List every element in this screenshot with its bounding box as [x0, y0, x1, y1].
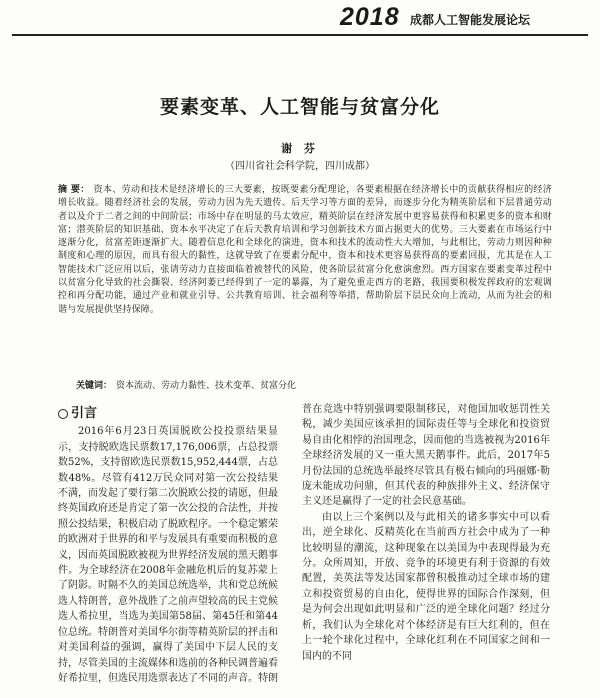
paper-author: 谢 芬 — [281, 142, 319, 155]
right-paragraph-1: 普在竞选中特别强调要限制移民，对他国加收惩罚性关税，减少美国应该承担的国际责任等与全球化和投资贸易自由化相悖的治国理念，因而他的当选被视为2016年全球经济发展的又一重大黑天鹅事件。此后，2017年5月份法国的总统选举最终尽管具有极右倾向的玛丽娜·勒庞未能成功问鼎，但其代表的种族排外主义、经济保守主义还是赢得了一定的社会民意基础。 — [302, 404, 550, 508]
keywords-text: 资本流动、劳动力黏性、技术变革、贫富分化 — [116, 381, 297, 391]
section-heading — [58, 406, 278, 421]
header-conference: 成都人工智能发展论坛 — [410, 13, 531, 27]
section-heading-text: 引言 — [71, 406, 98, 421]
paper-affiliation: （四川省社会科学院，四川成都） — [225, 161, 375, 172]
abstract — [58, 184, 552, 317]
right-paragraph-2: 由以上三个案例以及与此相关的诸多事实中可以看出，逆全球化、反精英化在当前西方社会中成为了一种比较明显的潮流，这种现象在以美国为中表现得最为充分。众所周知，开放、竞争的环境更有利于资源的有效配置，美英法等发达国家都曾积极推动过全球市场的建立和投资贸易的自由化，使得世界的国际合作深刻，但是为何会出现如此明显和广泛的逆全球化问题？经过分析，我们认为全球化对个体经济是有巨大红利的，但在上一轮个球化过程中，全球化红利在不同国家之间和一国内的不同 — [302, 511, 550, 662]
paper-title: 要素变革、人工智能与贫富分化 — [159, 96, 440, 118]
circle-bullet-icon — [58, 409, 68, 419]
keywords-label: 关键词： — [76, 381, 113, 391]
right-column — [302, 402, 550, 664]
abstract-label: 摘 要： — [58, 185, 90, 195]
left-paragraph: 2016年6月23日英国脱欧公投投票结果显示，支持脱欧选民票数17,176,006票，占总投票数52%，支持留欧选民票数15,952,444票，占总数48%。尽管有412万民众同对第一次公投结果不满，而发起了要行第二次脱欧公投的请愿，但最终英国政府还是肯定了第一次公投的合法性，并按照公投结果，积极启动了脱欧程序。一个稳定繁荣的欧洲对于世界的和平与发展具有重要而积极的意义，因而英国脱欧被视为世界经济发展的黑天鹅事件。为全球经济在2008年金融危机后的复苏蒙上了阴影。时隔不久的美国总统选举，共和党总统候选人特朗普，意外战胜了之前声望较高的民主党候选人希拉里，当选为美国第58届、第45任和第44位总统。特朗普对美国华尔街等精英阶层的抨击和对美国利益的强调，赢得了美国中下层人民的支持，尽管美国的主流媒体和选前的各种民调普遍看好希拉里，但选民用选票表达了不同的声音。特朗 — [58, 426, 278, 684]
running-header — [0, 0, 600, 38]
abstract-text: 资本、劳动和技术是经济增长的三大要素，按既要素分配理论，各要素根据在经济增长中的贡献获得相应的经济增长收益。随着经济社会的发展，劳动力因为先天遗传、后天学习等方面的差异，而逐步分化为精英阶层和下层普通劳动者以及介于二者之间的中间阶层；市场中存在明显的马太效应，精英阶层在经济发展中更容易获得和积累更多的资本和财富；潜英阶层的知识基础、资本水平决定了在后天教育培训和学习创新技术方面占据更大的优势。三大要素在市场运行中逐渐分化，贫富差距逐渐扩大。随着信息化和全球化的演进，资本和技术的流动性大大增加，与此相比，劳动力则因种种制度和心理的原因，而具有很大的黏性，这就导致了在要素分配中，资本和技术更容易获得高的要素回报，尤其是在人工智能技术广泛应用以后，张请劳动力直接面临着被替代的风险，使各阶层贫富分化愈演愈烈。西方国家在要素变革过程中以贫富分化导致的社会撕裂、经济阿萎已经得到了一定的暴露，为了避免重走西方的老路，我国要积极发挥政府的宏观调控和再分配功能，通过产业和就业引导、公共教育培训、社会福利等举措，帮助阶层下层民众向上流动，从而为社会的和谐与发展提供坚持保障。 — [58, 185, 552, 315]
header-rule — [12, 34, 588, 36]
keywords — [76, 378, 552, 391]
left-column — [58, 402, 278, 686]
header-year: 2018 — [340, 3, 400, 31]
